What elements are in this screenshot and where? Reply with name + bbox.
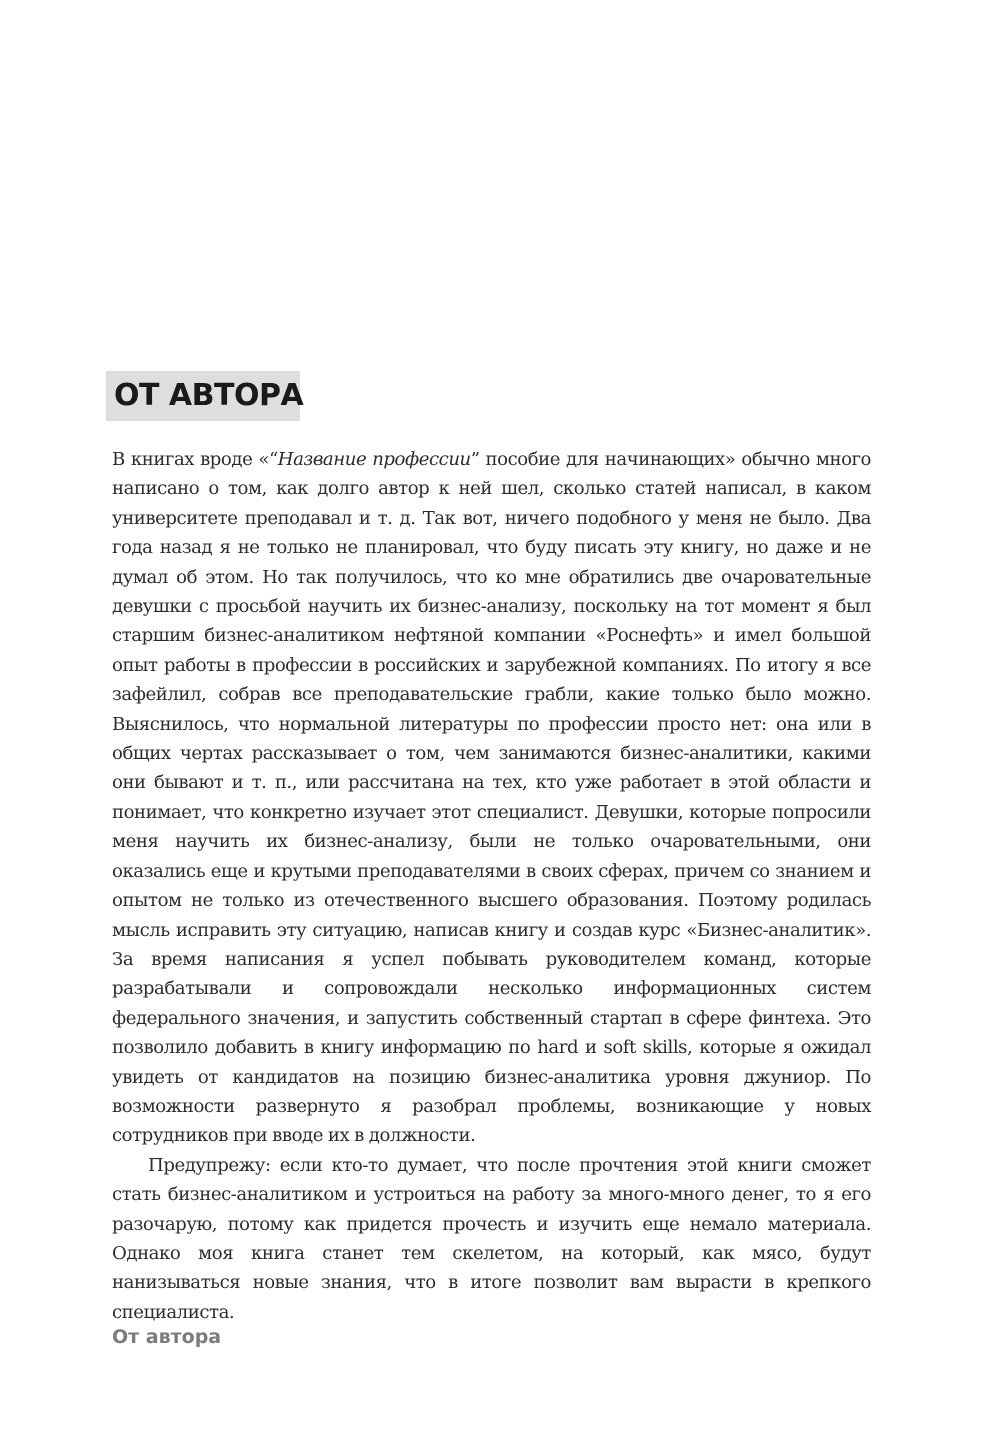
chapter-body bbox=[112, 445, 871, 1327]
book-title-italic: Название профессии bbox=[277, 449, 471, 470]
paragraph-1-rest: ” пособие для начинающих» обычно много написано о том, как долго автор к ней шел, сколько статей написал, в каком университете преподавал и т. д. Так вот, ничего подобного у меня не было. Два года назад я не только не планировал, что буду писать эту книгу, но даже и не думал об этом. Но так получилось, что ко мне обратились две очаровательные девушки с просьбой научить их бизнес-анализу, поскольку на тот момент я был старшим бизнес-аналитиком нефтяной компании «Роснефть» и имел большой опыт работы в профессии в российских и зарубежной компаниях. По итогу я все зафейлил, собрав все преподавательские грабли, какие только было можно. Выяснилось, что нормальной литературы по профессии просто нет: она или в общих чертах рассказывает о том, чем занимаются бизнес-аналитики, какими они бывают и т. п., или рассчитана на тех, кто уже работает в этой области и понимает, что конкретно изучает этот специалист. Девушки, которые попросили меня научить их бизнес-анализу, были не только очаровательными, они оказались еще и крутыми преподавателями в своих сферах, причем со знанием и опытом не только из отечественного высшего образования. Поэтому родилась мысль исправить эту ситуацию, написав книгу и создав курс «Бизнес-аналитик». За время написания я успел побывать руководителем команд, которые разрабатывали и сопровождали несколько информационных систем федерального значения, и запустить собственный стартап в сфере финтеха. Это позволило добавить в книгу информацию по hard и soft skills, которые я ожидал увидеть от кандидатов на позицию бизнес-аналитика уровня джуниор. По возможности развернуто я разобрал проблемы, возникающие у новых сотрудников при вводе их в должности. bbox=[112, 449, 871, 1147]
paragraph-1-lead: В книгах вроде «“ bbox=[112, 449, 278, 470]
paragraph-2: Предупрежу: если кто-то думает, что после прочтения этой книги сможет стать бизнес-аналитиком и устроиться на работу за много-много денег, то я его разочарую, потому как придется прочесть и изучить еще немало материала. Однако моя книга станет тем скелетом, на который, как мясо, будут нанизываться новые знания, что в итоге позволит вам вырасти в крепкого специалиста. bbox=[112, 1154, 871, 1323]
paragraph-1 bbox=[112, 445, 871, 1151]
chapter-title: ОТ АВТОРА bbox=[106, 371, 300, 421]
running-footer: От автора bbox=[112, 1326, 222, 1348]
